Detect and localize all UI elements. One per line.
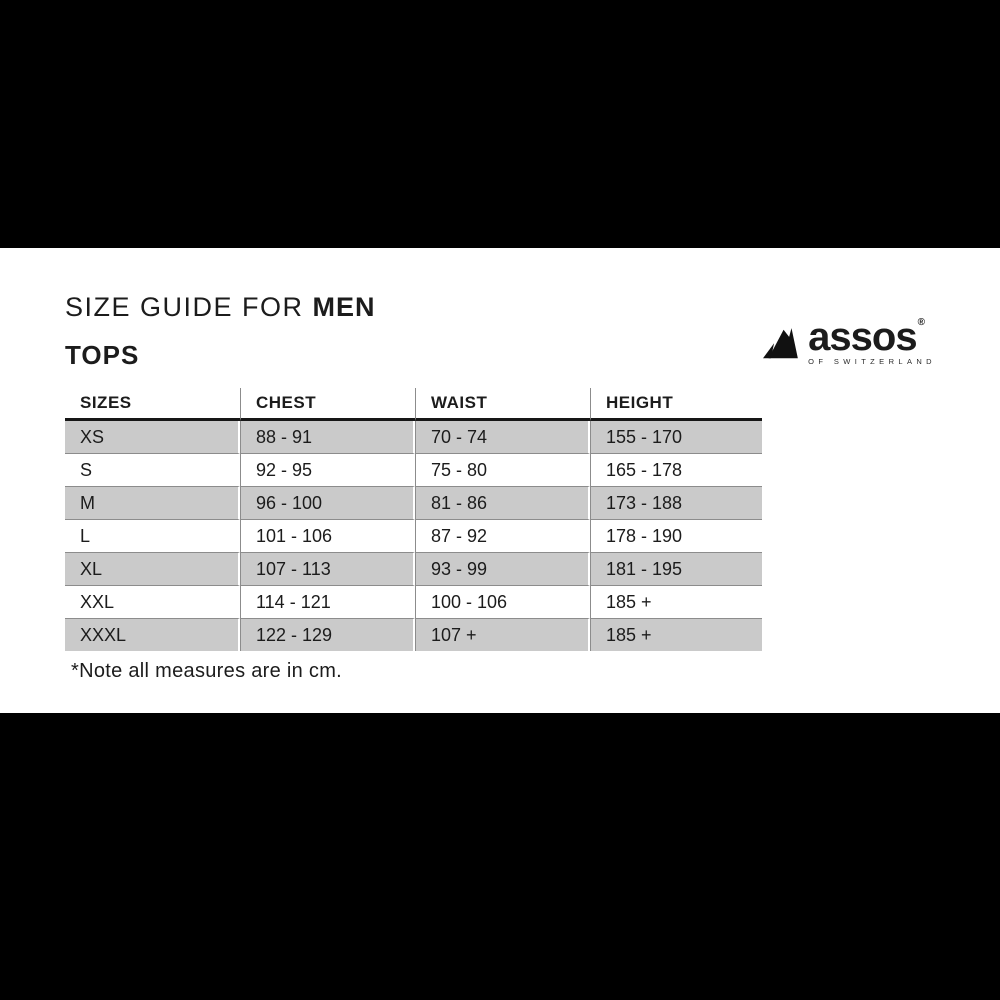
cell-waist: 100 - 106	[415, 585, 590, 618]
cell-chest: 101 - 106	[240, 519, 415, 552]
cell-waist: 70 - 74	[415, 421, 590, 453]
table-row-xl	[65, 552, 762, 585]
column-header-sizes: SIZES	[65, 388, 240, 421]
page-title-gender: MEN	[312, 292, 376, 322]
brand-name: assos	[808, 315, 917, 359]
cell-height: 185 +	[590, 618, 762, 651]
cell-chest: 122 - 129	[240, 618, 415, 651]
cell-chest: 92 - 95	[240, 453, 415, 486]
cell-height: 178 - 190	[590, 519, 762, 552]
column-header-height: HEIGHT	[590, 388, 762, 421]
cell-size: XXL	[65, 585, 240, 618]
cell-height: 173 - 188	[590, 486, 762, 519]
page-title	[65, 292, 376, 323]
cell-height: 165 - 178	[590, 453, 762, 486]
category-title: TOPS	[65, 340, 140, 370]
top-black-bar	[0, 0, 1000, 248]
table-row-xxl	[65, 585, 762, 618]
cell-size: S	[65, 453, 240, 486]
cell-waist: 87 - 92	[415, 519, 590, 552]
cell-chest: 88 - 91	[240, 421, 415, 453]
column-header-chest: CHEST	[240, 388, 415, 421]
cell-waist: 75 - 80	[415, 453, 590, 486]
brand-row	[808, 315, 925, 359]
cell-chest: 96 - 100	[240, 486, 415, 519]
cell-size: M	[65, 486, 240, 519]
cell-height: 155 - 170	[590, 421, 762, 453]
cell-chest: 107 - 113	[240, 552, 415, 585]
table-row-l	[65, 519, 762, 552]
cell-height: 185 +	[590, 585, 762, 618]
cell-size: XS	[65, 421, 240, 453]
cell-size: XXXL	[65, 618, 240, 651]
cell-height: 181 - 195	[590, 552, 762, 585]
size-table-body	[65, 421, 762, 651]
measures-footnote: *Note all measures are in cm.	[71, 660, 343, 682]
brand-tagline: OF SWITZERLAND	[808, 357, 936, 367]
size-table-header	[65, 388, 762, 421]
size-table	[65, 388, 762, 651]
cell-waist: 93 - 99	[415, 552, 590, 585]
table-row-xs	[65, 421, 762, 453]
content-area	[0, 248, 1000, 713]
logo-text-block	[808, 315, 936, 367]
registered-trademark-icon: ®	[917, 317, 925, 328]
column-header-waist: WAIST	[415, 388, 590, 421]
cell-size: L	[65, 519, 240, 552]
assos-logo-icon	[763, 326, 801, 362]
header-row	[65, 388, 762, 421]
table-row-xxxl	[65, 618, 762, 651]
cell-waist: 81 - 86	[415, 486, 590, 519]
cell-size: XL	[65, 552, 240, 585]
assos-logo	[763, 315, 936, 367]
bottom-black-bar	[0, 713, 1000, 1000]
cell-chest: 114 - 121	[240, 585, 415, 618]
table-row-m	[65, 486, 762, 519]
cell-waist: 107 +	[415, 618, 590, 651]
table-row-s	[65, 453, 762, 486]
page-title-regular: SIZE GUIDE FOR	[65, 292, 304, 322]
